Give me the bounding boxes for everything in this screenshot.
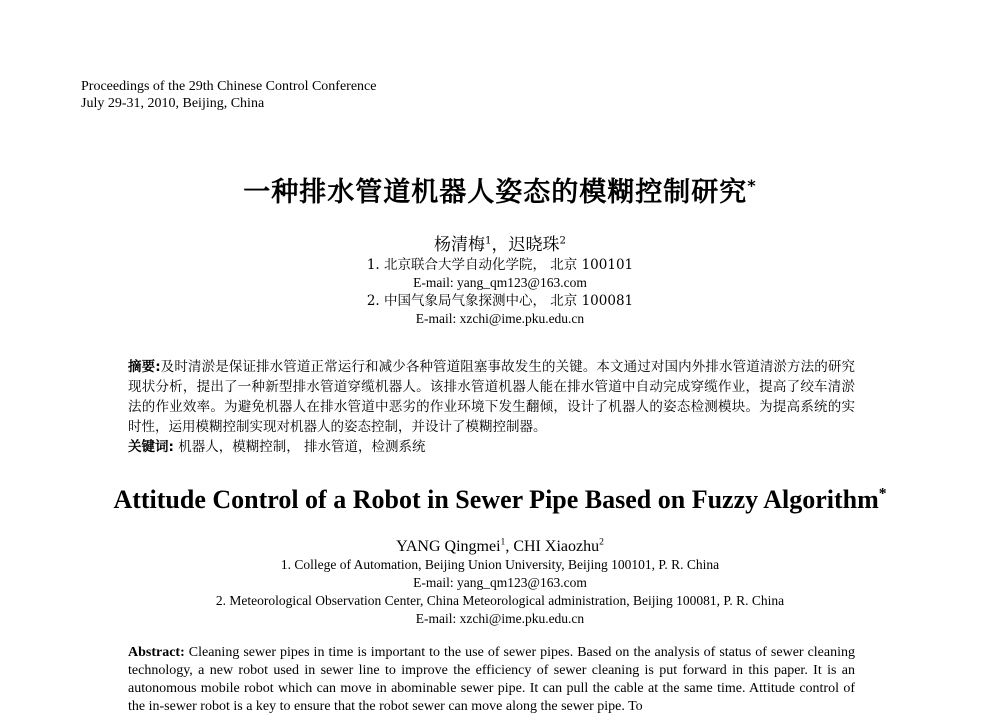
proceedings-line2: July 29-31, 2010, Beijing, China — [81, 96, 265, 111]
en-abstract-label: Abstract: — [128, 645, 185, 660]
en-author1: YANG Qingmei — [396, 538, 501, 555]
cn-author2-sup: 2 — [559, 235, 566, 247]
english-authors — [0, 538, 1000, 556]
english-abstract — [128, 644, 855, 716]
cn-aff2: 2. 中国气象局气象探测中心， 北京 100081 — [366, 293, 634, 309]
proceedings-line1: Proceedings of the 29th Chinese Control Conference — [81, 79, 377, 94]
en-email2: E-mail: xzchi@ime.pku.edu.cn — [415, 611, 585, 626]
cn-author-sep: ， — [491, 235, 509, 255]
en-author1-sup: 1 — [500, 536, 506, 548]
en-author-sep: , — [505, 538, 514, 555]
cn-email1: E-mail: yang_qm123@163.com — [413, 275, 587, 290]
english-title — [0, 485, 1000, 515]
english-title-mark: * — [878, 485, 887, 503]
en-abstract-text: Cleaning sewer pipes in time is important to the use of sewer pipes. Based on the analysis of status of sewer cleaning technology, a new robot used in sewer line to improve the efficiency of sewer cleaning is put forward in this paper. It is an autonomous mobile robot which can move in abominable sewer pipe. It can pull the cable at the same time. Attitude control of the in-sewer robot is a key to ensure that the robot sewer can move along the sewer pipe. To — [128, 645, 855, 714]
cn-author2: 迟晓珠 — [508, 235, 560, 255]
cn-aff1: 1. 北京联合大学自动化学院， 北京 100101 — [366, 257, 634, 273]
en-aff2: 2. Meteorological Observation Center, China Meteorological administration, Beijing 100081, P. R. China — [215, 593, 785, 608]
english-title-text: Attitude Control of a Robot in Sewer Pipe Based on Fuzzy Algorithm — [113, 485, 879, 514]
chinese-title-text: 一种排水管道机器人姿态的模糊控制研究 — [243, 177, 748, 208]
cn-keywords — [128, 437, 855, 457]
cn-author1-sup: 1 — [485, 235, 492, 247]
en-email1: E-mail: yang_qm123@163.com — [413, 575, 587, 590]
cn-email2: E-mail: xzchi@ime.pku.edu.cn — [415, 311, 585, 326]
chinese-abstract — [128, 357, 855, 457]
cn-keywords-text: 机器人，模糊控制， 排水管道，检测系统 — [173, 439, 426, 455]
chinese-title-mark: * — [747, 176, 757, 195]
en-author2: CHI Xiaozhu — [513, 538, 600, 555]
english-affiliations — [0, 556, 1000, 628]
chinese-title — [0, 170, 1000, 209]
chinese-affiliations — [0, 256, 1000, 328]
cn-keywords-label: 关键词: — [128, 439, 174, 455]
cn-abstract-label: 摘要: — [128, 359, 161, 375]
proceedings-header — [81, 78, 376, 112]
cn-abstract-text: 及时清淤是保证排水管道正常运行和减少各种管道阻塞事故发生的关键。本文通过对国内外排水管道清淤方法的研究现状分析，提出了一种新型排水管道穿缆机器人。该排水管道机器人能在排水管道中自动完成穿缆作业，提高了绞车清淤法的作业效率。为避免机器人在排水管道中恶劣的作业环境下发生翻倾，设计了机器人的姿态检测模块。为提高系统的实时性，运用模糊控制实现对机器人的姿态控制，并设计了模糊控制器。 — [128, 359, 856, 435]
en-aff1: 1. College of Automation, Beijing Union University, Beijing 100101, P. R. China — [280, 557, 720, 572]
en-author2-sup: 2 — [599, 536, 604, 548]
cn-author1: 杨清梅 — [434, 235, 486, 255]
cn-abstract-paragraph — [128, 357, 855, 437]
chinese-authors — [0, 230, 1000, 255]
